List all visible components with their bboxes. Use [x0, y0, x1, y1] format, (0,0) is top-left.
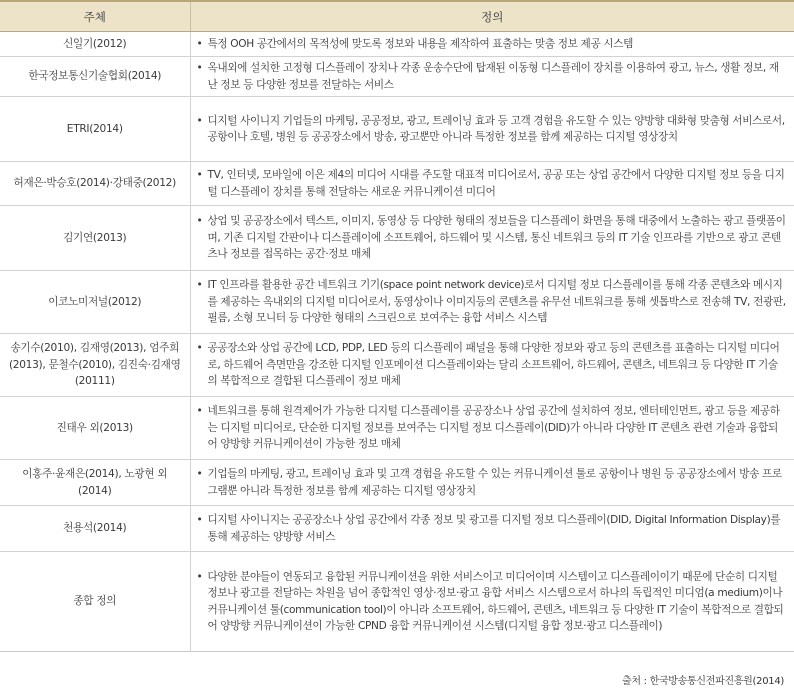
- table-header-row: [0, 1, 794, 32]
- row-definition: 옥내외에 설치한 고정형 디스플레이 장치나 각종 운송수단에 탑재된 이동형 디스플레이 장치를 이용하여 광고, 뉴스, 생활 정보, 재난 정보 등 다양한 정보를 전달하는 서비스: [207, 62, 779, 91]
- row-subject: 김기연(2013): [0, 206, 190, 271]
- table-row: [0, 334, 794, 397]
- row-definition-cell: [190, 506, 794, 552]
- row-subject: 한국정보통신기술협회(2014): [0, 57, 190, 97]
- table-row: [0, 271, 794, 334]
- table-row: [0, 32, 794, 57]
- row-definition: IT 인프라를 활용한 공간 네트워크 기기(space point network device)로서 디지털 정보 디스플레이를 통해 각종 콘텐츠와 메시지를 제공하는 옥내외의 디지털 미디어로서, 동영상이나 이미지등의 콘텐츠를 유무선 네트워크를 통해 셋톱박스로 전송해 TV, 전광판, 필름, 소형 모니터 등 다양한 형태의 스크린으로 보여주는 융합 서비스 시스템: [207, 279, 786, 325]
- row-definition: 다양한 분야들이 연동되고 융합된 커뮤니케이션을 위한 서비스이고 미디어이며 시스템이고 디스플레이이기 때문에 단순히 디지털 정보나 광고를 전달하는 차원을 넘어 종합적인 영상·정보·광고 융합 서비스 시스템으로서 하나의 독립적인 미디엄(a medium)이나 커뮤니케이션 툴(communication tool)이 아니라 소프트웨어, 하드웨어, 콘텐츠, 네트워크 등 다양한 IT 기술이 복합적으로 결합되어 양방향 커뮤니케이션이 가능한 CPND 융합 커뮤니케이션 시스템(디지털 융합 정보·광고 디스플레이): [207, 570, 784, 632]
- row-definition-cell: [190, 460, 794, 506]
- row-subject: 이홍주·윤재은(2014), 노광현 외(2014): [0, 460, 190, 506]
- table-row: [0, 460, 794, 506]
- source-caption: 출처 : 한국방송통신전파진흥원(2014): [622, 676, 784, 687]
- row-definition: 상업 및 공공장소에서 텍스트, 이미지, 동영상 등 다양한 형태의 정보들을 디스플레이 화면을 통해 대중에서 노출하는 광고 플랫폼이며, 기존 디지털 간판이나 디스플레이에 소프트웨어, 하드웨어 및 시스템, 통신 네트워크 등의 IT 기술 인프라를 기반으로 광고 콘텐츠나 정보를 접목하는 공간·정보 매체: [207, 215, 786, 261]
- row-subject: 종합 정의: [0, 552, 190, 652]
- bullet-icon: •: [196, 514, 203, 526]
- table-row: [0, 57, 794, 97]
- row-definition-cell: [190, 334, 794, 397]
- row-subject: 진태우 외(2013): [0, 397, 190, 460]
- table-row: [0, 506, 794, 552]
- bullet-icon: •: [196, 114, 203, 127]
- row-definition: 디지털 사이니지는 공공장소나 상업 공간에서 각종 정보 및 광고를 디지털 정보 디스플레이(DID, Digital Information Display)를 통해 제공하는 양방향 서비스: [207, 514, 781, 543]
- row-definition: 디지털 사이니지 기업들의 마케팅, 공공정보, 광고, 트레이닝 효과 등 고객 경험을 유도할 수 있는 양방향 대화형 맞춤형 서비스로서, 공항이나 호텔, 병원 등 공공장소에서 방송, 광고뿐만 아니라 특정한 정보를 함께 제공하는 디지털 영상장치: [207, 114, 785, 143]
- row-definition-cell: [190, 552, 794, 652]
- row-definition: 특정 OOH 공간에서의 목적성에 맞도록 정보와 내용을 제작하여 표출하는 맞춤 정보 제공 시스템: [207, 37, 633, 50]
- row-subject: 송기수(2010), 김재영(2013), 엄주희(2013), 문철수(2010), 김진숙·김재영(20111): [0, 334, 190, 397]
- table-row: [0, 397, 794, 460]
- row-definition-cell: [190, 162, 794, 206]
- row-definition-cell: [190, 57, 794, 97]
- row-definition-cell: [190, 206, 794, 271]
- bullet-icon: •: [196, 279, 203, 292]
- bullet-icon: •: [196, 169, 203, 181]
- table-row: [0, 97, 794, 162]
- row-definition-cell: [190, 97, 794, 162]
- row-subject: 신일기(2012): [0, 32, 190, 57]
- bullet-icon: •: [196, 62, 203, 74]
- row-definition: 네트워크를 통해 원격제어가 가능한 디지털 디스플레이를 공공장소나 상업 공간에 설치하여 정보, 엔터테인먼트, 광고 등을 제공하는 디지털 미디어로, 단순한 디지털 정보를 보여주는 디지털 정보 디스플레이(DID)가 아니라 다양한 IT 콘텐츠 관련 기술과 융합되어 양방향 커뮤니케이션이 가능한 정보 매체: [207, 405, 780, 451]
- header-definition: 정의: [190, 1, 794, 32]
- row-definition: 기업들의 마케팅, 광고, 트레이닝 효과 및 고객 경험을 유도할 수 있는 커뮤니케이션 툴로 공항이나 병원 등 공공장소에서 방송 프로그램뿐 아니라 특정한 정보를 함께 제공하는 디지털 영상장치: [207, 468, 782, 497]
- row-definition-cell: [190, 397, 794, 460]
- bullet-icon: •: [196, 405, 203, 418]
- row-subject: 이코노미저널(2012): [0, 271, 190, 334]
- row-definition: 공공장소와 상업 공간에 LCD, PDP, LED 등의 디스플레이 패널을 통해 다양한 정보와 광고 등의 콘텐츠를 표출하는 디지털 미디어로, 하드웨어 측면만을 강조한 디지털 인포메이션 디스플레이와는 달리 소프트웨어, 하드웨어, 콘텐츠, 네트워크 등 다양한 IT 기술의 복합적으로 결합된 디스플레이 정보 매체: [207, 342, 780, 388]
- bullet-icon: •: [196, 570, 203, 583]
- row-definition-cell: [190, 32, 794, 57]
- table-row: [0, 206, 794, 271]
- row-subject: ETRI(2014): [0, 97, 190, 162]
- bullet-icon: •: [196, 468, 203, 480]
- table-row: [0, 162, 794, 206]
- row-definition: TV, 인터넷, 모바일에 이은 제4의 미디어 시대를 주도할 대표적 미디어로서, 공공 또는 상업 공간에서 다양한 디지털 정보 등을 디지털 디스플레이 장치를 통해 전달하는 새로운 커뮤니케이션 미디어: [207, 169, 785, 198]
- bullet-icon: •: [196, 37, 203, 50]
- row-subject: 천용석(2014): [0, 506, 190, 552]
- row-subject: 허재은·박승호(2014)·강태중(2012): [0, 162, 190, 206]
- header-subject: 주체: [0, 1, 190, 32]
- bullet-icon: •: [196, 215, 203, 228]
- table-row: [0, 552, 794, 652]
- row-definition-cell: [190, 271, 794, 334]
- bullet-icon: •: [196, 342, 203, 355]
